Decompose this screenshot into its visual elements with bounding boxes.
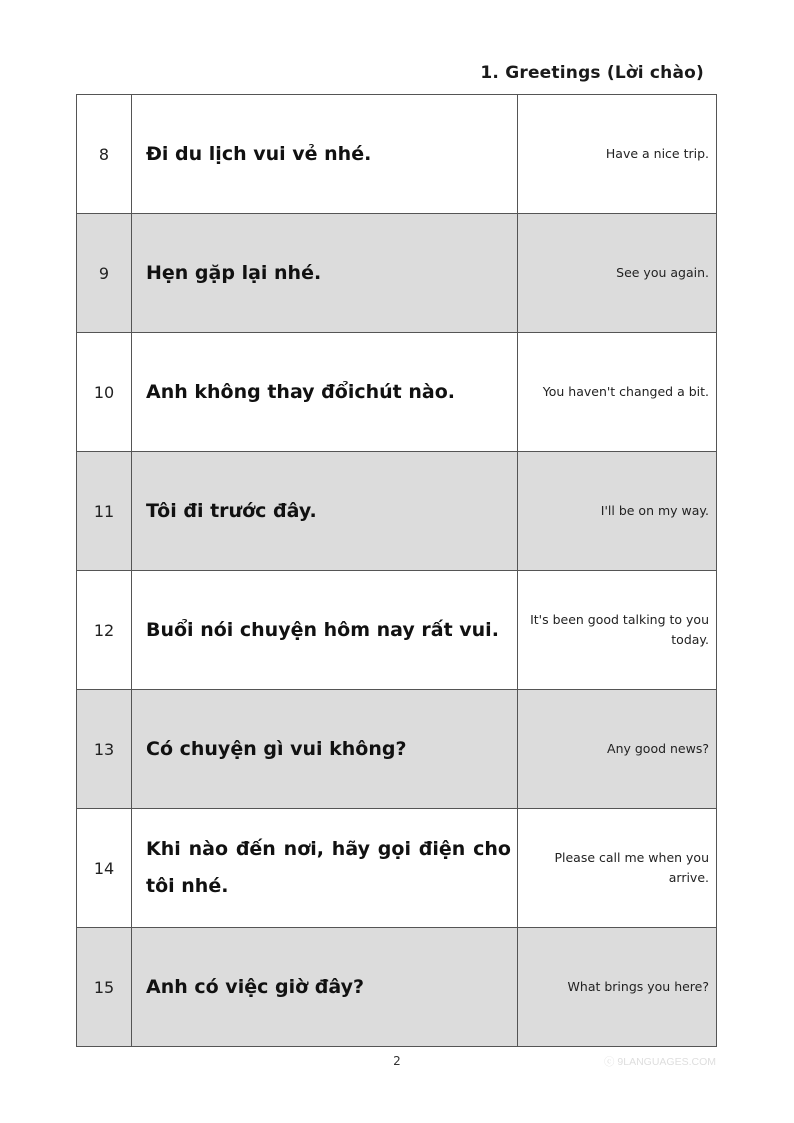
vietnamese-phrase: Có chuyện gì vui không?	[132, 690, 518, 809]
table-row	[77, 452, 717, 571]
row-number: 8	[77, 95, 132, 214]
vietnamese-phrase: Đi du lịch vui vẻ nhé.	[132, 95, 518, 214]
table-row	[77, 571, 717, 690]
row-number: 14	[77, 809, 132, 928]
table-row	[77, 214, 717, 333]
row-number: 13	[77, 690, 132, 809]
english-translation: Please call me when you arrive.	[518, 809, 717, 928]
watermark: ⓒ 9LANGUAGES.COM	[603, 1056, 716, 1068]
row-number: 9	[77, 214, 132, 333]
english-translation: Have a nice trip.	[518, 95, 717, 214]
row-number: 11	[77, 452, 132, 571]
vietnamese-phrase: Hẹn gặp lại nhé.	[132, 214, 518, 333]
english-translation: What brings you here?	[518, 928, 717, 1047]
table-row	[77, 333, 717, 452]
row-number: 10	[77, 333, 132, 452]
table-row	[77, 928, 717, 1047]
table-row	[77, 95, 717, 214]
vietnamese-phrase: Tôi đi trước đây.	[132, 452, 518, 571]
vietnamese-phrase: Anh có việc giờ đây?	[132, 928, 518, 1047]
english-translation: Any good news?	[518, 690, 717, 809]
row-number: 15	[77, 928, 132, 1047]
vietnamese-phrase: Buổi nói chuyện hôm nay rất vui.	[132, 571, 518, 690]
table-row	[77, 690, 717, 809]
phrase-table	[76, 94, 717, 1047]
table-row	[77, 809, 717, 928]
vietnamese-phrase: Anh không thay đổichút nào.	[132, 333, 518, 452]
english-translation: See you again.	[518, 214, 717, 333]
english-translation: It's been good talking to you today.	[518, 571, 717, 690]
row-number: 12	[77, 571, 132, 690]
english-translation: You haven't changed a bit.	[518, 333, 717, 452]
page-number: 2	[393, 1054, 401, 1068]
section-title: 1. Greetings (Lời chào)	[480, 63, 704, 83]
vietnamese-phrase: Khi nào đến nơi, hãy gọi điện cho tôi nhé.	[132, 809, 518, 928]
english-translation: I'll be on my way.	[518, 452, 717, 571]
